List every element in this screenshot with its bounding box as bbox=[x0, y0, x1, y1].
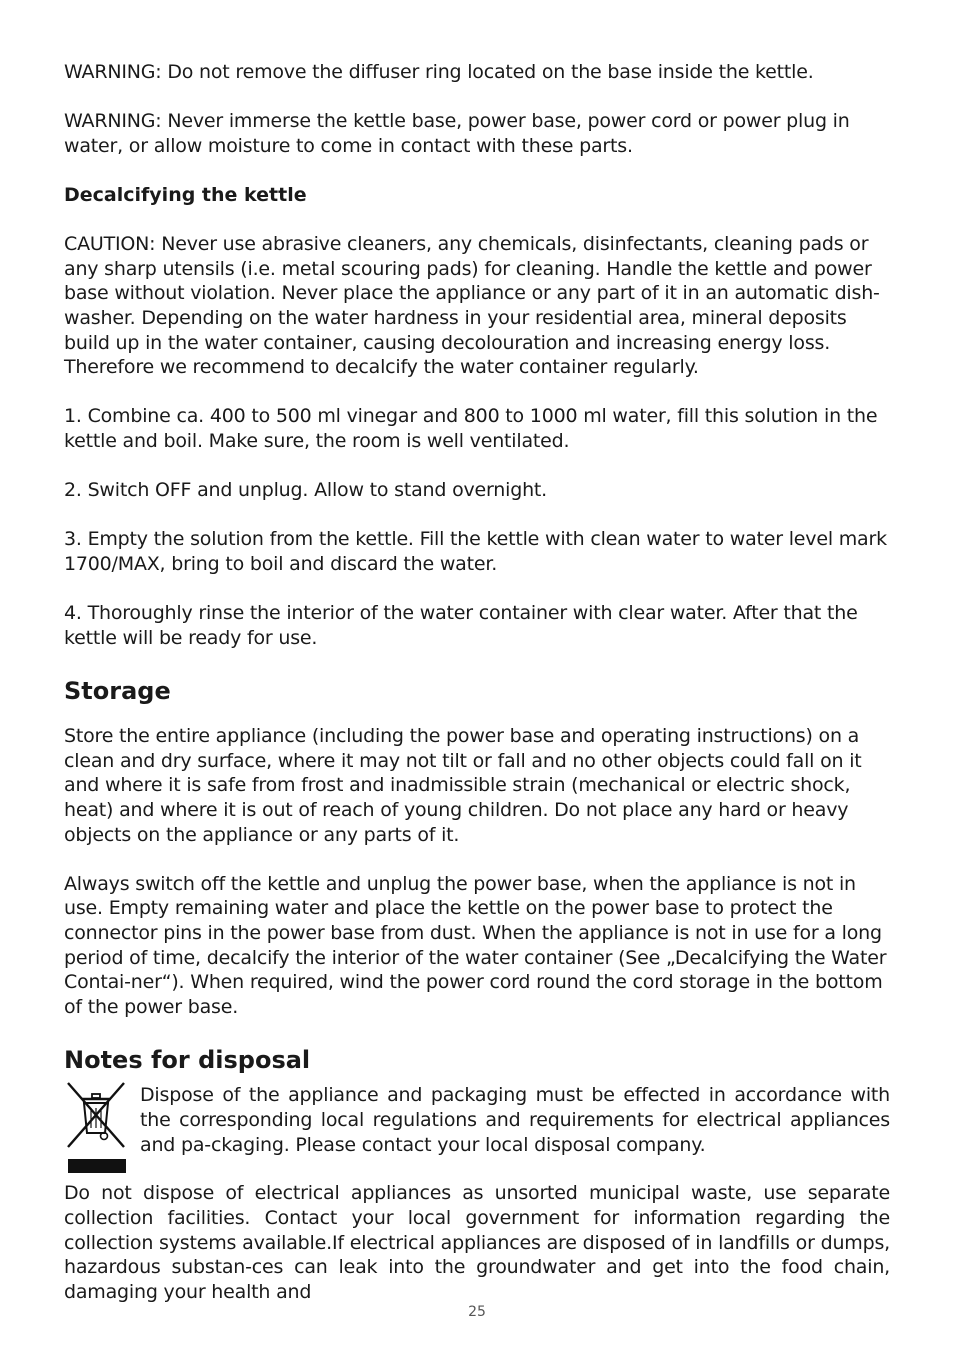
disposal-paragraph-2: Do not dispose of electrical appliances as unsorted municipal waste, use separate collection facilities. Contact your local government for information regarding the collection systems available.If electrical appliances are disposed of in landfills or dumps, hazardous substan-ces can leak into the groundwater and get into the food chain, damaging your health and bbox=[64, 1182, 890, 1303]
warning-diffuser: WARNING: Do not remove the diffuser ring located on the base inside the kettle. bbox=[64, 61, 814, 83]
decalcifying-step-1: 1. Combine ca. 400 to 500 ml vinegar and 800 to 1000 ml water, fill this solution in the kettle and boil. Make sure, the room is well ventilated. bbox=[64, 405, 878, 452]
page-number: 25 bbox=[468, 1304, 486, 1320]
disposal-paragraph-1: Dispose of the appliance and packaging must be effected in accordance with the corresponding local regulations and requirements for electrical appliances and pa-ckaging. Please contact your local disposal company. bbox=[140, 1084, 890, 1156]
decalcifying-caution: CAUTION: Never use abrasive cleaners, any chemicals, disinfectants, cleaning pads or any sharp utensils (i.e. metal scouring pads) for cleaning. Handle the kettle and power base without violation. Never place the appliance or any part of it in an automatic dish-washer. Depending on the water hardness in your residential area, mineral deposits build up in the water container, causing decolouration and increasing energy loss. Therefore we recommend to decalcify the water container regularly. bbox=[64, 233, 880, 379]
crossed-out-wheelie-bin-icon bbox=[64, 1081, 128, 1175]
disposal-heading: Notes for disposal bbox=[64, 1046, 311, 1075]
storage-heading: Storage bbox=[64, 677, 171, 706]
manual-page bbox=[64, 60, 890, 1304]
decalcifying-step-4: 4. Thoroughly rinse the interior of the water container with clear water. After that the kettle will be ready for use. bbox=[64, 602, 858, 649]
decalcifying-step-3: 3. Empty the solution from the kettle. Fill the kettle with clean water to water level mark 1700/MAX, bring to boil and discard the water. bbox=[64, 528, 887, 575]
decalcifying-step-2: 2. Switch OFF and unplug. Allow to stand overnight. bbox=[64, 479, 548, 502]
warning-immerse: WARNING: Never immerse the kettle base, power base, power cord or power plug in water, or allow moisture to come in contact with these parts. bbox=[64, 110, 850, 157]
disposal-notice bbox=[64, 1083, 890, 1175]
decalcifying-heading: Decalcifying the kettle bbox=[64, 183, 307, 206]
storage-paragraph-2: Always switch off the kettle and unplug the power base, when the appliance is not in use. Empty remaining water and place the kettle on the power base to protect the connector pins in the power base from dust. When the appliance is not in use for a long period of time, decalcify the interior of the water container (See „Decalcifying the Water Contai-ner“). When required, wind the power cord round the cord storage in the bottom of the power base. bbox=[64, 872, 887, 1018]
storage-paragraph-1: Store the entire appliance (including the power base and operating instructions) on a clean and dry surface, where it may not tilt or fall and no other objects could fall on it and where it is safe from frost and inadmissible strain (mechanical or electric shock, heat) and where it is out of reach of young children. Do not place any hard or heavy objects on the appliance or any parts of it. bbox=[64, 725, 862, 846]
